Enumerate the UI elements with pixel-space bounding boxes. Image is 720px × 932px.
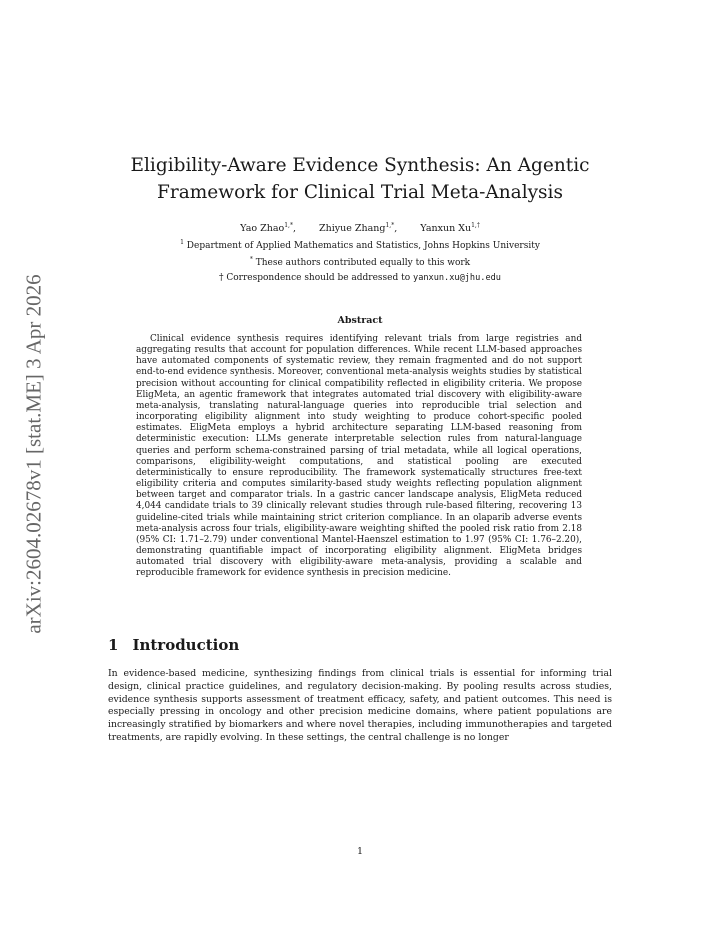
- affiliation-department: $^1$ Department of Applied Mathematics and Statistics, Johns Hopkins University: [180, 239, 540, 251]
- author: Yao Zhao$^{1,*}$,: [240, 222, 296, 235]
- section-title: Introduction: [132, 636, 240, 654]
- correspondence-email[interactable]: yanxun.xu@jhu.edu: [413, 273, 501, 283]
- arxiv-identifier: arXiv:2604.02678v1 [stat.ME] 3 Apr 2026: [21, 274, 46, 634]
- author: Zhiyue Zhang$^{1,*}$,: [319, 222, 398, 235]
- paper-title: [110, 152, 610, 206]
- section-number: 1: [108, 636, 119, 654]
- section-heading: [108, 636, 239, 654]
- equal-contribution-note: * These authors contributed equally to this work: [249, 256, 471, 268]
- introduction-text: In evidence-based medicine, synthesizing findings from clinical trials is essential for informing trial design, clinical practice guidelines, and regulatory decision-making. By pooling results across studies, evidence synthesis supports assessment of treatment efficacy, safety, and patient outcomes. This need is especially pressing in oncology and other precision medicine domains, where patient populations are increasingly stratified by biomarkers and where novel therapies, including immunotherapies and targeted treatments, are rapidly evolving. In these settings, the central challenge is no longer: [108, 668, 612, 743]
- author-list: [110, 222, 610, 234]
- abstract-heading: Abstract: [337, 315, 383, 326]
- page-number: 1: [356, 846, 364, 857]
- title-line-1: Eligibility-Aware Evidence Synthesis: An Agentic: [130, 155, 590, 176]
- title-line-2: Framework for Clinical Trial Meta-Analysis: [157, 182, 563, 203]
- author: Yanxun $Xu^{1,\dagger}$: [420, 222, 480, 235]
- correspondence-note: † Correspondence should be addressed to yanxun.xu@jhu.edu: [219, 273, 501, 283]
- abstract-text: Clinical evidence synthesis requires identifying relevant trials from large registries and aggregating results that account for population differences. While recent LLM-based approaches have automated components of systematic review, they remain fragmented and do not support end-to-end evidence synthesis. Moreover, conventional meta-analysis weights studies by statistical precision without accounting for clinical compatibility reflected in eligibility criteria. We propose EligMeta, an agentic framework that integrates automated trial discovery with eligibility-aware meta-analysis, translating natural-language queries into reproducible trial selection and incorporating eligibility alignment into study weighting to produce cohort-specific pooled estimates. EligMeta employs a hybrid architecture separating LLM-based reasoning from deterministic execution: LLMs generate interpretable selection rules from natural-language queries and perform schema-constrained parsing of trial metadata, while all logical operations, comparisons, eligibility-weight computations, and statistical pooling are executed deterministically to ensure reproducibility. The framework systematically structures free-text eligibility criteria and computes similarity-based study weights reflecting population alignment between target and comparator trials. In a gastric cancer landscape analysis, EligMeta reduced 4,044 candidate trials to 39 clinically relevant studies through rule-based filtering, recovering 13 guideline-cited trials while maintaining strict criterion compliance. In an olaparib adverse events meta-analysis across four trials, eligibility-aware weighting shifted the pooled risk ratio from 2.18 (95% CI: 1.71–2.79) under conventional Mantel-Haenszel estimation to 1.97 (95% CI: 1.76–2.20), demonstrating quantifiable impact of incorporating eligibility alignment. EligMeta bridges automated trial discovery with eligibility-aware meta-analysis, providing a scalable and reproducible framework for evidence synthesis in precision medicine.: [136, 334, 582, 579]
